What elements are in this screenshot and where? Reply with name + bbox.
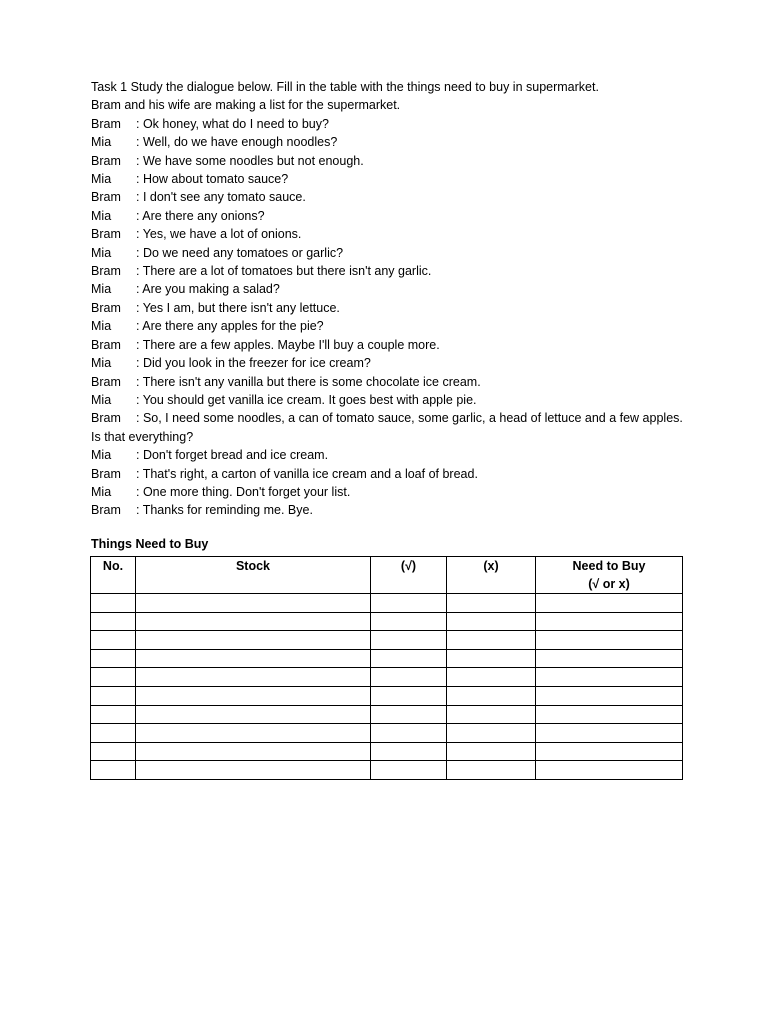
dialogue-line <box>91 483 691 501</box>
dialogue-text: : That's right, a carton of vanilla ice cream and a loaf of bread. <box>136 466 478 481</box>
cell-no <box>91 612 136 631</box>
task-instruction: Task 1 Study the dialogue below. Fill in the table with the things need to buy in supermarket. <box>91 80 599 94</box>
header-need-to-buy <box>536 557 683 594</box>
cell-stock <box>136 594 371 613</box>
dialogue-text: : Thanks for reminding me. Bye. <box>136 503 313 518</box>
speaker-name: Mia <box>91 392 112 407</box>
speaker-name: Bram <box>91 264 121 279</box>
dialogue-line <box>91 225 691 243</box>
dialogue-text: : Are you making a salad? <box>136 282 280 297</box>
table-row <box>91 631 683 650</box>
cell-cross <box>447 761 536 780</box>
cell-no <box>91 742 136 761</box>
dialogue-text: : Do we need any tomatoes or garlic? <box>136 245 344 260</box>
cell-stock <box>136 686 371 705</box>
cell-need-to-buy <box>536 686 683 705</box>
speaker-name: Bram <box>91 190 121 205</box>
dialogue-text: : Yes, we have a lot of onions. <box>136 227 302 242</box>
dialogue-line <box>91 133 691 151</box>
cell-no <box>91 631 136 650</box>
speaker-name: Mia <box>91 135 112 150</box>
dialogue-line <box>91 152 691 170</box>
dialogue-line <box>91 336 691 354</box>
cell-stock <box>136 742 371 761</box>
header-cross: (x) <box>447 557 536 594</box>
dialogue-text: : You should get vanilla ice cream. It goes best with apple pie. <box>136 392 477 407</box>
cell-cross <box>447 724 536 743</box>
dialogue-line <box>91 188 691 206</box>
table-row <box>91 649 683 668</box>
dialogue-line <box>91 373 691 391</box>
dialogue-line <box>91 280 691 298</box>
dialogue-line <box>91 244 691 262</box>
cell-check <box>371 724 447 743</box>
speaker-name: Mia <box>91 448 112 463</box>
dialogue-text: : There are a few apples. Maybe I'll buy a couple more. <box>136 337 440 352</box>
dialogue-line <box>91 465 691 483</box>
speaker-name: Mia <box>91 356 112 371</box>
dialogue-text: : So, I need some noodles, a can of tomato sauce, some garlic, a head of lettuce and a few apples. Is that everything? <box>91 411 683 444</box>
header-need-line2: (√ or x) <box>588 577 630 591</box>
dialogue-line <box>91 409 691 446</box>
table-row <box>91 761 683 780</box>
cell-need-to-buy <box>536 724 683 743</box>
cell-no <box>91 668 136 687</box>
dialogue-text: : We have some noodles but not enough. <box>136 153 364 168</box>
cell-need-to-buy <box>536 594 683 613</box>
table-row <box>91 742 683 761</box>
dialogue-text: : I don't see any tomato sauce. <box>136 190 306 205</box>
speaker-name: Mia <box>91 208 112 223</box>
cell-need-to-buy <box>536 668 683 687</box>
cell-check <box>371 668 447 687</box>
cell-need-to-buy <box>536 761 683 780</box>
dialogue-text: : One more thing. Don't forget your list. <box>136 484 351 499</box>
cell-stock <box>136 612 371 631</box>
dialogue-line <box>91 317 691 335</box>
cell-cross <box>447 742 536 761</box>
table-row <box>91 612 683 631</box>
cell-no <box>91 761 136 780</box>
speaker-name: Bram <box>91 411 121 426</box>
dialogue-line <box>91 115 691 133</box>
cell-check <box>371 649 447 668</box>
dialogue-line <box>91 501 691 519</box>
task-text <box>91 78 691 520</box>
speaker-name: Bram <box>91 300 121 315</box>
cell-check <box>371 594 447 613</box>
dialogue-text: : Ok honey, what do I need to buy? <box>136 116 329 131</box>
shopping-table <box>90 556 683 780</box>
cell-stock <box>136 724 371 743</box>
cell-need-to-buy <box>536 649 683 668</box>
cell-stock <box>136 649 371 668</box>
cell-cross <box>447 631 536 650</box>
dialogue-text: : Don't forget bread and ice cream. <box>136 448 329 463</box>
cell-no <box>91 686 136 705</box>
speaker-name: Bram <box>91 153 121 168</box>
cell-stock <box>136 761 371 780</box>
cell-check <box>371 631 447 650</box>
cell-stock <box>136 631 371 650</box>
cell-no <box>91 724 136 743</box>
table-row <box>91 705 683 724</box>
table-title: Things Need to Buy <box>91 537 209 551</box>
cell-need-to-buy <box>536 705 683 724</box>
cell-no <box>91 594 136 613</box>
cell-stock <box>136 705 371 724</box>
dialogue-line <box>91 262 691 280</box>
dialogue-line <box>91 207 691 225</box>
cell-need-to-buy <box>536 612 683 631</box>
task-context: Bram and his wife are making a list for the supermarket. <box>91 98 401 113</box>
cell-need-to-buy <box>536 631 683 650</box>
cell-no <box>91 705 136 724</box>
dialogue-text: : Are there any apples for the pie? <box>136 319 324 334</box>
speaker-name: Bram <box>91 116 121 131</box>
cell-cross <box>447 594 536 613</box>
cell-check <box>371 705 447 724</box>
table-row <box>91 724 683 743</box>
cell-cross <box>447 668 536 687</box>
dialogue-text: : There are a lot of tomatoes but there isn't any garlic. <box>136 264 432 279</box>
dialogue-line <box>91 354 691 372</box>
cell-stock <box>136 668 371 687</box>
cell-check <box>371 761 447 780</box>
header-check: (√) <box>371 557 447 594</box>
table-row <box>91 686 683 705</box>
speaker-name: Bram <box>91 466 121 481</box>
header-no: No. <box>91 557 136 594</box>
cell-cross <box>447 705 536 724</box>
cell-no <box>91 649 136 668</box>
cell-cross <box>447 649 536 668</box>
header-need-line1: Need to Buy <box>572 559 646 573</box>
speaker-name: Mia <box>91 319 112 334</box>
header-stock: Stock <box>136 557 371 594</box>
cell-check <box>371 742 447 761</box>
speaker-name: Mia <box>91 245 112 260</box>
dialogue-line <box>91 391 691 409</box>
dialogue-text: : Well, do we have enough noodles? <box>136 135 338 150</box>
speaker-name: Mia <box>91 282 112 297</box>
speaker-name: Bram <box>91 337 121 352</box>
dialogue-line <box>91 299 691 317</box>
cell-need-to-buy <box>536 742 683 761</box>
dialogue-text: : There isn't any vanilla but there is some chocolate ice cream. <box>136 374 481 389</box>
dialogue-text: : Are there any onions? <box>136 208 265 223</box>
table-row <box>91 668 683 687</box>
speaker-name: Mia <box>91 172 112 187</box>
speaker-name: Bram <box>91 503 121 518</box>
table-row <box>91 594 683 613</box>
cell-check <box>371 612 447 631</box>
table-header-row <box>91 557 683 594</box>
cell-check <box>371 686 447 705</box>
cell-cross <box>447 612 536 631</box>
dialogue-text: : How about tomato sauce? <box>136 172 289 187</box>
speaker-name: Bram <box>91 227 121 242</box>
dialogue <box>91 115 691 520</box>
speaker-name: Bram <box>91 374 121 389</box>
cell-cross <box>447 686 536 705</box>
dialogue-text: : Did you look in the freezer for ice cream? <box>136 356 371 371</box>
dialogue-line <box>91 446 691 464</box>
dialogue-text: : Yes I am, but there isn't any lettuce. <box>136 300 340 315</box>
speaker-name: Mia <box>91 484 112 499</box>
dialogue-line <box>91 170 691 188</box>
